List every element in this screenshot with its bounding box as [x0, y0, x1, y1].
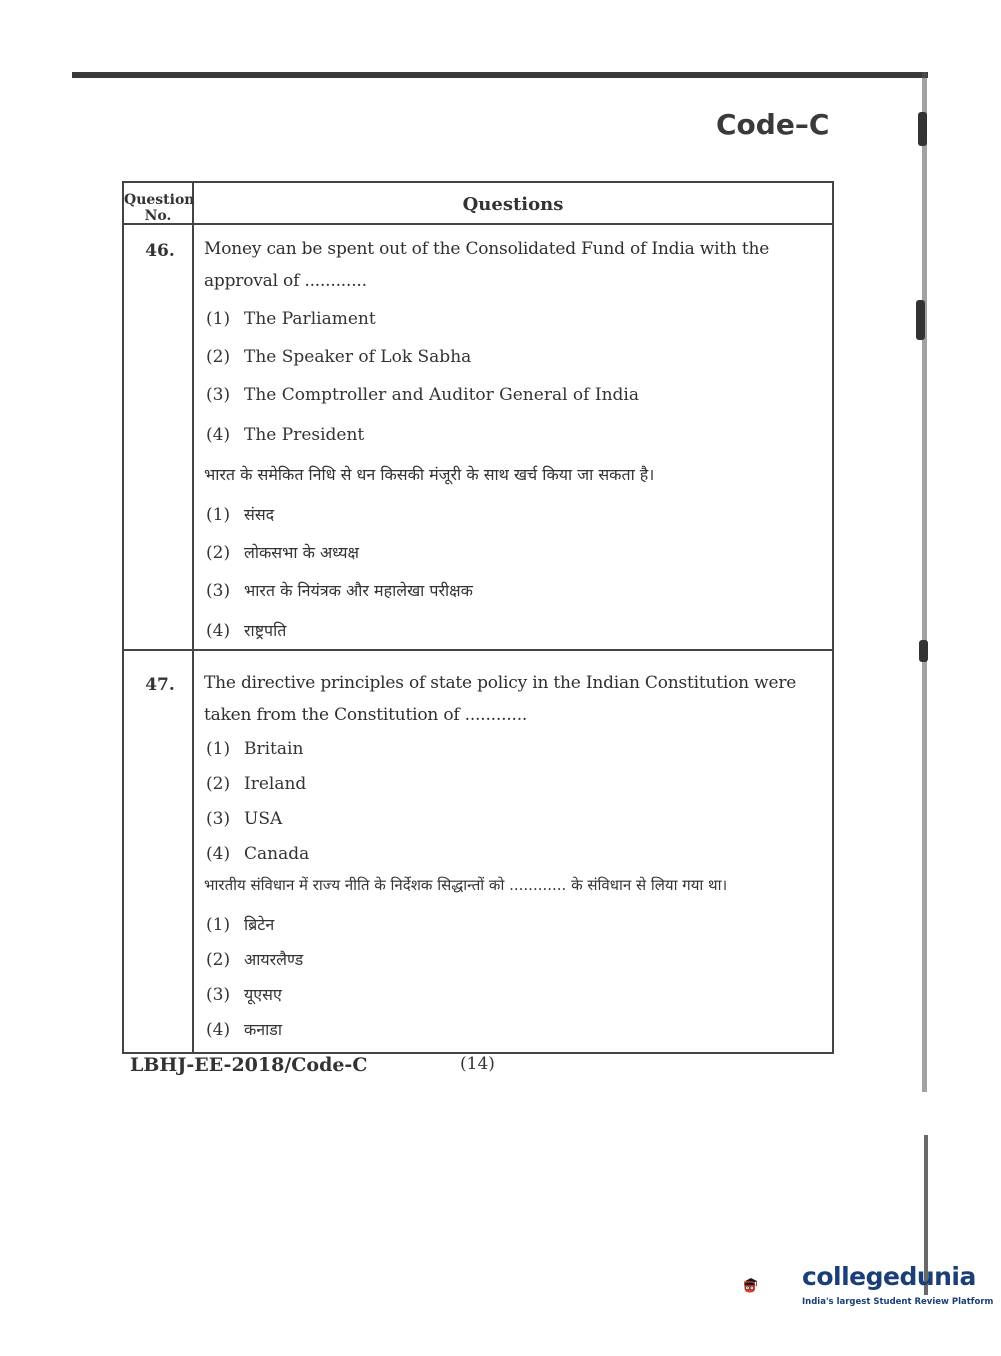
option-hi: [206, 913, 274, 935]
option-hi: [206, 579, 473, 601]
option-hi: [206, 948, 303, 970]
question-stem-hi: भारत के समेकित निधि से धन किसकी मंजूरी के साथ खर्च किया जा सकता है।: [204, 465, 655, 484]
option-number: (1): [206, 309, 231, 329]
scan-mark: [916, 300, 925, 340]
option-number: (4): [206, 844, 231, 864]
footer-paper-code: LBHJ-EE-2018/Code-C: [130, 1054, 368, 1076]
option-text: कनाडा: [244, 1020, 283, 1039]
option-text: आयरलैण्ड: [244, 950, 304, 969]
option-number: (3): [206, 985, 231, 1005]
option-text: Ireland: [244, 774, 307, 794]
question-stem-hi: भारतीय संविधान में राज्य नीति के निर्देशक सिद्धान्तों को ............ के संविधान से लिया गया था।: [204, 876, 728, 894]
option-text: The Comptroller and Auditor General of India: [244, 385, 639, 405]
option-text: The Parliament: [244, 309, 376, 329]
option-en: [206, 739, 303, 759]
column-divider: [192, 183, 194, 1052]
option-hi: [206, 619, 286, 641]
logo-tagline: India's largest Student Review Platform: [802, 1297, 994, 1307]
option-en: [206, 347, 471, 367]
option-number: (2): [206, 347, 231, 367]
option-number: (1): [206, 739, 231, 759]
option-number: (2): [206, 774, 231, 794]
question-number: 46.: [145, 241, 175, 261]
option-hi: [206, 983, 282, 1005]
collegedunia-logo-icon: [742, 1250, 802, 1320]
option-number: (4): [206, 425, 231, 445]
option-number: (2): [206, 543, 231, 563]
header-divider: [124, 223, 832, 225]
option-en: [206, 844, 309, 864]
option-en: [206, 425, 364, 445]
option-number: (4): [206, 1020, 231, 1040]
question-table: [122, 181, 834, 1054]
option-text: यूएसए: [244, 985, 282, 1004]
paper-code: Code–C: [716, 108, 830, 141]
option-number: (2): [206, 950, 231, 970]
option-en: [206, 385, 639, 405]
option-number: (1): [206, 915, 231, 935]
option-number: (3): [206, 385, 231, 405]
question-stem-en: Money can be spent out of the Consolidated Fund of India with the approval of ............: [204, 239, 770, 291]
top-rule: [72, 72, 928, 78]
option-text: Canada: [244, 844, 310, 864]
option-text: राष्ट्रपति: [244, 621, 287, 640]
scan-edge: [922, 72, 927, 1092]
option-en: [206, 809, 282, 829]
logo-wordmark: collegedunia: [802, 1262, 976, 1291]
question-no-header: Question No.: [124, 192, 195, 224]
option-text: संसद: [244, 505, 275, 524]
scan-mark: [918, 112, 927, 146]
row-divider: [124, 649, 832, 651]
option-hi: [206, 503, 274, 525]
option-hi: [206, 1018, 282, 1040]
option-en: [206, 309, 376, 329]
option-text: The Speaker of Lok Sabha: [244, 347, 472, 367]
option-text: Britain: [244, 739, 304, 759]
option-en: [206, 774, 306, 794]
option-text: The President: [244, 425, 365, 445]
page-number: (14): [460, 1054, 495, 1074]
option-text: ब्रिटेन: [244, 915, 275, 934]
option-hi: [206, 541, 359, 563]
option-number: (4): [206, 621, 231, 641]
scan-mark: [919, 640, 928, 662]
option-number: (1): [206, 505, 231, 525]
option-text: USA: [244, 809, 283, 829]
option-number: (3): [206, 809, 231, 829]
question-stem-en: The directive principles of state policy in the Indian Constitution were taken from the Constitution of ............: [204, 673, 797, 725]
option-number: (3): [206, 581, 231, 601]
question-number: 47.: [145, 675, 175, 695]
questions-header: Questions: [462, 194, 564, 215]
option-text: लोकसभा के अध्यक्ष: [244, 543, 359, 562]
option-text: भारत के नियंत्रक और महालेखा परीक्षक: [244, 581, 473, 600]
